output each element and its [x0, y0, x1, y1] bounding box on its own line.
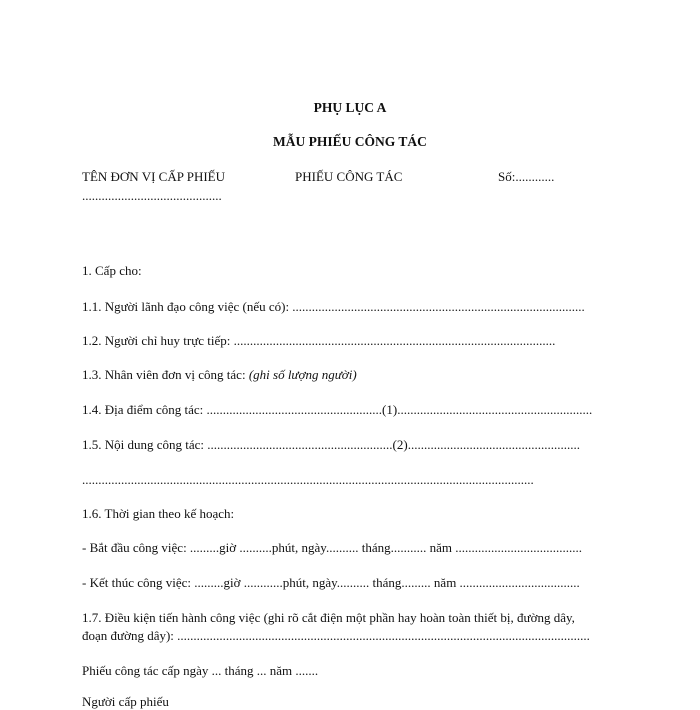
section-1-5: 1.5. Nội dung công tác: .........................................................(2)..................................................... — [82, 437, 580, 452]
appendix-title: PHỤ LỤC A — [313, 100, 387, 115]
unit-dots: ........................................... — [82, 188, 222, 203]
start-time: - Bắt đầu công việc: .........giờ ..........phút, ngày.......... tháng........... năm ....................................... — [82, 540, 582, 555]
section-1-1: 1.1. Người lãnh đạo công việc (nếu có): .......................................................................................... — [82, 299, 585, 314]
section-1-7-line-2: đoạn đường dây): ............................................................................................................................... — [82, 628, 590, 643]
section-1-6: 1.6. Thời gian theo kế hoạch: — [82, 506, 235, 521]
form-title: MẪU PHIẾU CÔNG TÁC — [273, 134, 427, 149]
section-1-3-note: (ghi số lượng người) — [248, 367, 357, 382]
section-1: 1. Cấp cho: — [82, 263, 142, 278]
number-label: Số:............ — [498, 169, 555, 184]
end-time: - Kết thúc công việc: .........giờ ............phút, ngày.......... tháng......... năm ..................................... — [82, 575, 580, 590]
issued-date: Phiếu công tác cấp ngày ... tháng ... năm ....... — [82, 663, 319, 678]
section-1-4: 1.4. Địa điểm công tác: ......................................................(1)............................................................ — [82, 402, 593, 417]
section-1-3 — [82, 367, 357, 383]
issuer-label: Người cấp phiếu — [82, 694, 169, 709]
section-1-7-line-1: 1.7. Điều kiện tiến hành công việc (ghi rõ cắt điện một phần hay hoàn toàn thiết bị, đường dây, — [82, 610, 575, 625]
section-1-2: 1.2. Người chỉ huy trực tiếp: ................................................................................................... — [82, 333, 556, 348]
form-label: PHIẾU CÔNG TÁC — [295, 169, 403, 184]
section-1-5-continuation: ........................................................................................................................................... — [82, 472, 534, 487]
unit-label: TÊN ĐƠN VỊ CẤP PHIẾU — [82, 169, 225, 184]
section-1-3-label: 1.3. Nhân viên đơn vị công tác: — [82, 367, 249, 382]
